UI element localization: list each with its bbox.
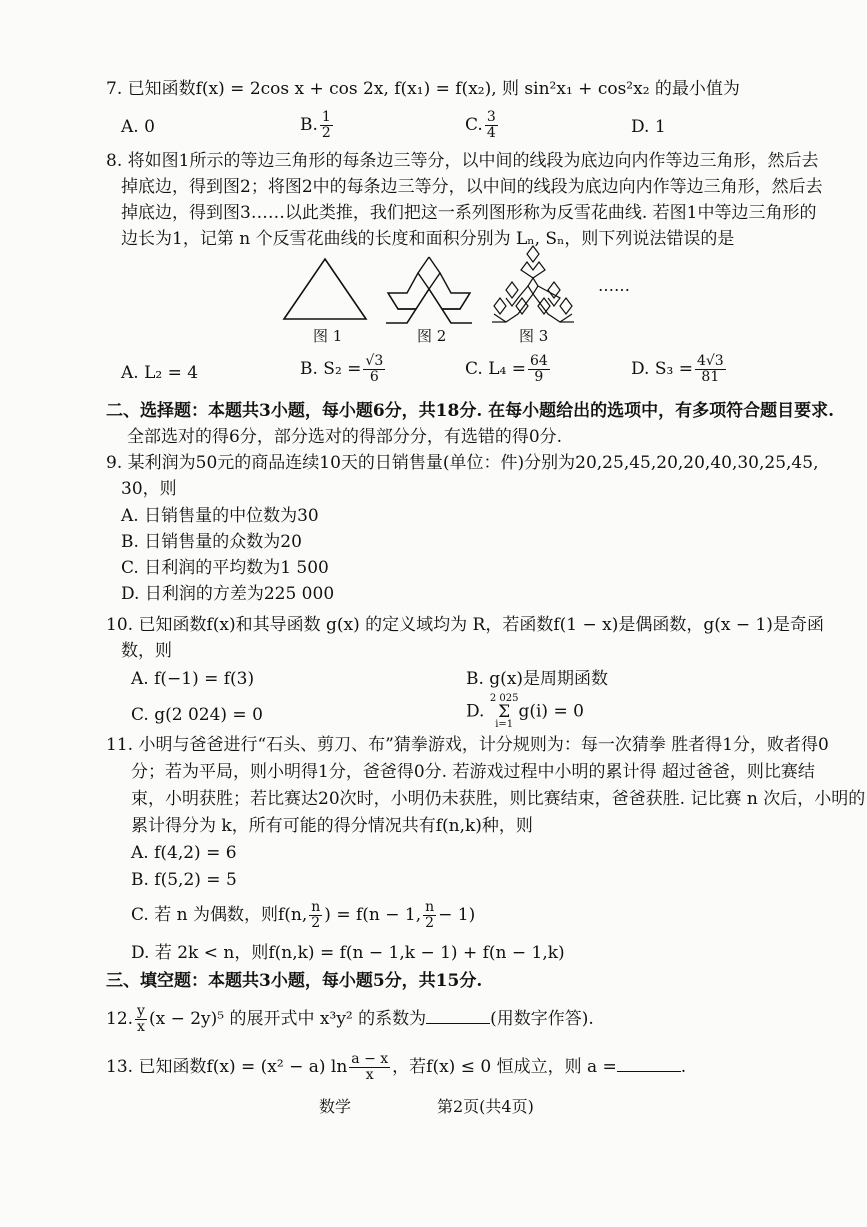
q10-line-2: 数，则 (121, 641, 172, 661)
q13-text-1: 13. 已知函数f(x) = (x² − a) ln (106, 1057, 348, 1077)
figure-3-caption: 图 3 (519, 327, 549, 345)
figure-1-caption: 图 1 (313, 327, 343, 345)
q11-option-c-fraction-2 (423, 900, 436, 931)
q12-denominator: x (137, 1019, 145, 1035)
q10-option-d (466, 694, 584, 730)
q8-option-b-fraction (363, 354, 385, 385)
q11-option-d: D. 若 2k < n，则f(n,k) = f(n − 1,k − 1) + f(n − 1,k) (131, 943, 565, 963)
footer-page-number: 第2页(共4页) (437, 1097, 534, 1116)
q11-line-1: 11. 小明与爸爸进行“石头、剪刀、布”猜拳游戏，计分规则为：每一次猜拳 胜者得1分，败者得0 (106, 735, 829, 755)
q9-line-2: 30，则 (121, 479, 177, 499)
q8-option-c (465, 354, 552, 385)
q11-option-b: B. f(5,2) = 5 (131, 870, 237, 890)
q12-line (106, 1004, 594, 1035)
q8-option-b (300, 354, 387, 385)
q8-option-d-label: D. S₃ = (631, 359, 693, 379)
q8-option-b-label: B. S₂ = (300, 359, 362, 379)
q13-numerator: a − x (351, 1051, 389, 1067)
q7-option-c-denominator: 4 (486, 125, 496, 141)
figure-2-anti-snowflake (386, 255, 472, 325)
q8-option-a: A. L₂ = 4 (121, 363, 199, 383)
q10-option-d-label: D. (466, 701, 485, 722)
q8-option-d (631, 354, 728, 385)
q13-period: . (680, 1057, 687, 1077)
q7-option-c-fraction (485, 110, 498, 141)
q9-option-a: A. 日销售量的中位数为30 (121, 506, 319, 526)
q12-text: (x − 2y)⁵ 的展开式中 x³y² 的系数为 (148, 1009, 427, 1029)
figure-1-triangle (282, 257, 368, 321)
q7-option-b-fraction (320, 110, 333, 141)
q7-option-b-denominator: 2 (321, 125, 331, 141)
q10-option-d-text: g(i) = 0 (518, 701, 584, 722)
q8-option-d-fraction (695, 354, 726, 385)
q13-answer-blank[interactable] (617, 1057, 681, 1072)
summation-symbol (490, 694, 519, 730)
figure-2-caption: 图 2 (417, 327, 447, 345)
q12-fraction (135, 1004, 147, 1035)
q13-text-2: ，若f(x) ≤ 0 恒成立，则 a = (392, 1057, 617, 1077)
q9-option-d: D. 日利润的方差为225 000 (121, 584, 335, 604)
q8-line-4: 边长为1，记第 n 个反雪花曲线的长度和面积分别为 Lₙ, Sₙ，则下列说法错误的是 (121, 229, 735, 249)
q11-option-c (131, 900, 475, 931)
q7-option-c (465, 110, 500, 141)
q11-option-c-text-3: − 1) (438, 905, 476, 925)
q10-option-c: C. g(2 024) = 0 (131, 705, 263, 725)
sigma-icon: Σ (498, 702, 511, 722)
q12-number: 12. (106, 1009, 134, 1029)
q8-option-c-numerator: 64 (529, 353, 548, 369)
q11-option-c-denominator-1: 2 (311, 915, 321, 931)
q8-option-c-label: C. L₄ = (465, 359, 526, 379)
q7-option-b-numerator: 1 (321, 109, 331, 125)
q9-option-c: C. 日利润的平均数为1 500 (121, 558, 329, 578)
q8-option-d-denominator: 81 (701, 369, 720, 385)
q7-option-c-numerator: 3 (486, 109, 496, 125)
figure-3-anti-snowflake (492, 244, 574, 326)
q7-option-c-label: C. (465, 115, 483, 135)
q8-line-3: 掉底边，得到图3……以此类推，我们把这一系列图形称为反雪花曲线. 若图1中等边三角形的 (121, 203, 817, 223)
q7-option-d: D. 1 (631, 117, 666, 137)
q13-fraction (349, 1052, 390, 1083)
q11-option-c-numerator-1: n (311, 899, 321, 915)
q8-option-c-denominator: 9 (534, 369, 544, 385)
q7-stem: 7. 已知函数f(x) = 2cos x + cos 2x, f(x₁) = f(x₂), 则 sin²x₁ + cos²x₂ 的最小值为 (106, 79, 740, 99)
q7-option-a: A. 0 (121, 117, 155, 137)
q11-option-c-denominator-2: 2 (425, 915, 435, 931)
q7-option-b (300, 110, 335, 141)
q7-option-b-label: B. (300, 115, 318, 135)
q8-line-2: 掉底边，得到图2；将图2中的每条边三等分，以中间的线段为底边向内作等边三角形，然后去 (121, 177, 823, 197)
q11-line-3: 束，小明获胜；若比赛达20次时，小明仍未获胜，则比赛结束，爸爸获胜. 记比赛 n 次后，小明的 (131, 789, 866, 809)
q12-answer-blank[interactable] (426, 1009, 490, 1024)
q13-line (106, 1052, 686, 1083)
q9-option-b: B. 日销售量的众数为20 (121, 532, 302, 552)
q11-option-c-fraction-1 (309, 900, 322, 931)
summation-lower-limit: i=1 (495, 719, 514, 730)
q11-option-c-text-1: C. 若 n 为偶数，则f(n, (131, 905, 308, 925)
footer-subject: 数学 (319, 1097, 352, 1116)
q9-line-1: 9. 某利润为50元的商品连续10天的日销售量(单位：件)分别为20,25,45,20,20,40,30,25,45, (106, 453, 819, 473)
q11-option-c-numerator-2: n (425, 899, 435, 915)
section-3-heading: 三、填空题：本题共3小题，每小题5分，共15分. (106, 971, 483, 991)
q11-line-2: 分；若为平局，则小明得1分，爸爸得0分. 若游戏过程中小明的累计得 超过爸爸，则比赛结 (131, 762, 815, 782)
q11-option-a: A. f(4,2) = 6 (131, 843, 237, 863)
q10-line-1: 10. 已知函数f(x)和其导函数 g(x) 的定义域均为 R，若函数f(1 − x)是偶函数，g(x − 1)是奇函 (106, 615, 824, 635)
q8-option-b-numerator: √3 (365, 353, 384, 369)
q12-numerator: y (137, 1003, 145, 1019)
figure-continuation-dots: …… (598, 276, 630, 295)
q8-option-b-denominator: 6 (369, 369, 379, 385)
q8-line-1: 8. 将如图1所示的等边三角形的每条边三等分，以中间的线段为底边向内作等边三角形，然后去 (106, 151, 819, 171)
q8-option-d-numerator: 4√3 (696, 353, 724, 369)
q12-note: (用数字作答). (490, 1009, 594, 1029)
section-2-scoring: 全部选对的得6分，部分选对的得部分分，有选错的得0分. (127, 427, 563, 447)
q8-option-c-fraction (528, 354, 550, 385)
q10-option-a: A. f(−1) = f(3) (131, 669, 255, 689)
q11-option-c-text-2: ) = f(n − 1, (324, 905, 422, 925)
q10-option-b: B. g(x)是周期函数 (466, 669, 609, 689)
summation-upper-limit: 2 025 (489, 693, 519, 704)
section-2-heading: 二、选择题：本题共3小题，每小题6分，共18分. 在每小题给出的选项中，有多项符合题目要求. (106, 401, 835, 421)
q13-denominator: x (365, 1067, 374, 1083)
q11-line-4: 累计得分为 k，所有可能的得分情况共有f(n,k)种，则 (131, 816, 533, 836)
